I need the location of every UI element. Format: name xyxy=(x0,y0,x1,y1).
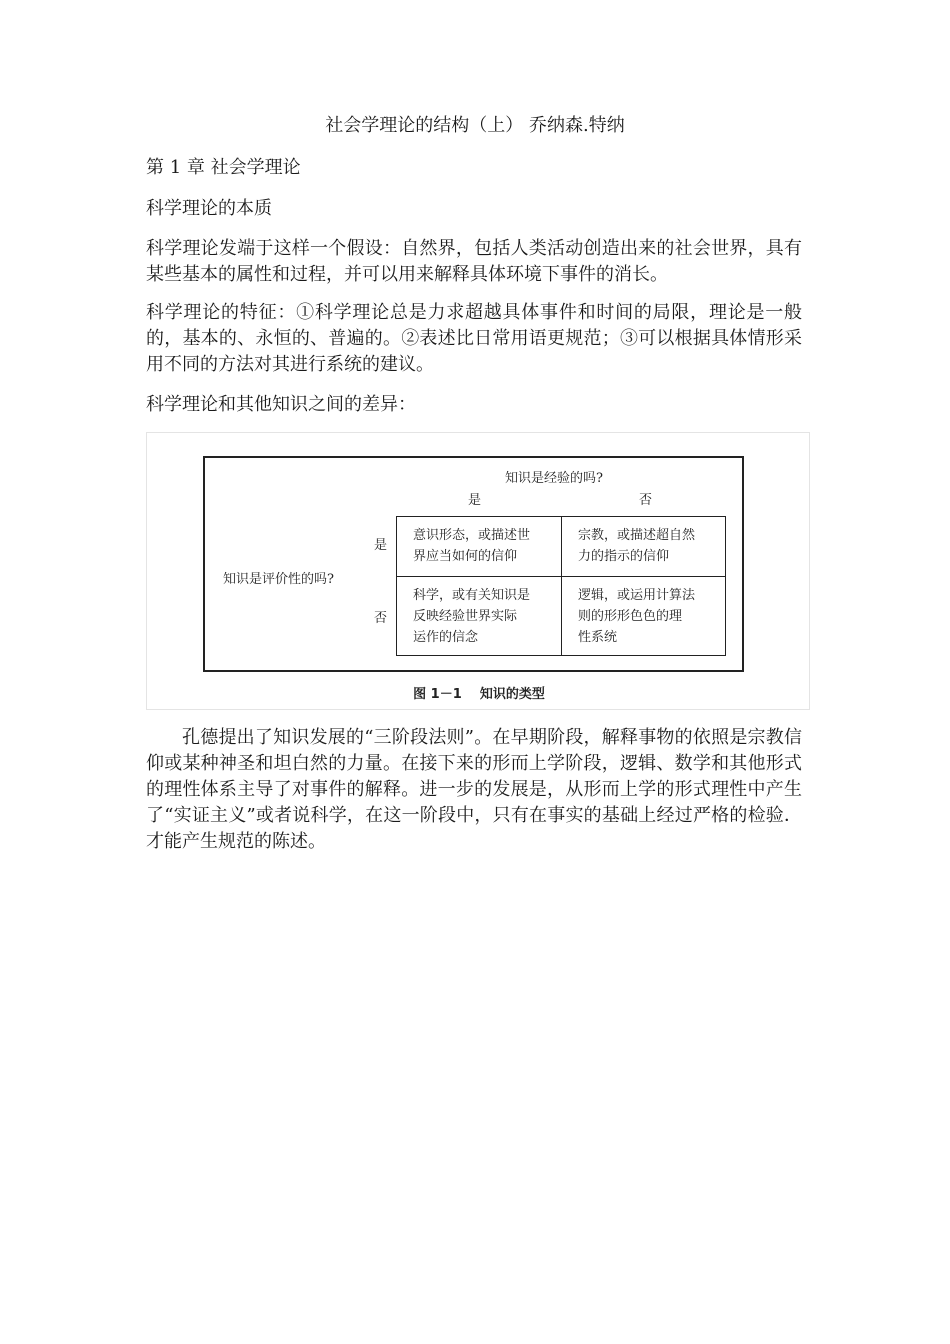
cell-logic: 逻辑，或运用计算法 则的形形色色的理 性系统 xyxy=(561,576,726,656)
knowledge-types-figure xyxy=(146,432,810,710)
section-heading: 科学理论的本质 xyxy=(146,198,272,219)
paragraph-comte: 孔德提出了知识发展的“三阶段法则”。在早期阶段，解释事物的依照是宗教信仰或某种神圣和坦白然的力量。在接下来的形而上学阶段，逻辑、数学和其他形式的理性体系主导了对事件的解释。进一步的发展是，从形而上学的形式理性中产生了“实证主义”或者说科学，在这一阶段中，只有在事实的基础上经过严格的检验．才能产生规范的陈述。 xyxy=(146,727,802,852)
paragraph-hypothesis: 科学理论发端于这样一个假设：自然界，包括人类活动创造出来的社会世界，具有某些基本的属性和过程，并可以用来解释具体环境下事件的消长。 xyxy=(146,238,802,285)
row-question: 知识是评价性的吗? xyxy=(223,572,334,587)
document-title: 社会学理论的结构（上） 乔纳森.特纳 xyxy=(325,115,625,136)
cell-ideology: 意识形态，或描述世 界应当如何的信仰 xyxy=(396,516,562,577)
figure-caption: 图 1－1 知识的类型 xyxy=(413,687,545,702)
row-yes-label: 是 xyxy=(374,538,388,553)
paragraph-differences: 科学理论和其他知识之间的差异： xyxy=(146,394,416,415)
chapter-heading: 第 1 章 社会学理论 xyxy=(146,157,301,178)
paragraph-characteristics: 科学理论的特征：①科学理论总是力求超越具体事件和时间的局限，理论是一般的，基本的、永恒的、普遍的。②表述比日常用语更规范；③可以根据具体情形采用不同的方法对其进行系统的建议。 xyxy=(146,302,802,375)
column-no-label: 否 xyxy=(639,493,653,508)
column-yes-label: 是 xyxy=(468,493,482,508)
cell-science: 科学，或有关知识是 反映经验世界实际 运作的信念 xyxy=(396,576,562,656)
row-no-label: 否 xyxy=(374,611,388,626)
column-question: 知识是经验的吗? xyxy=(505,471,603,486)
cell-religion: 宗教，或描述超自然 力的指示的信仰 xyxy=(561,516,726,577)
